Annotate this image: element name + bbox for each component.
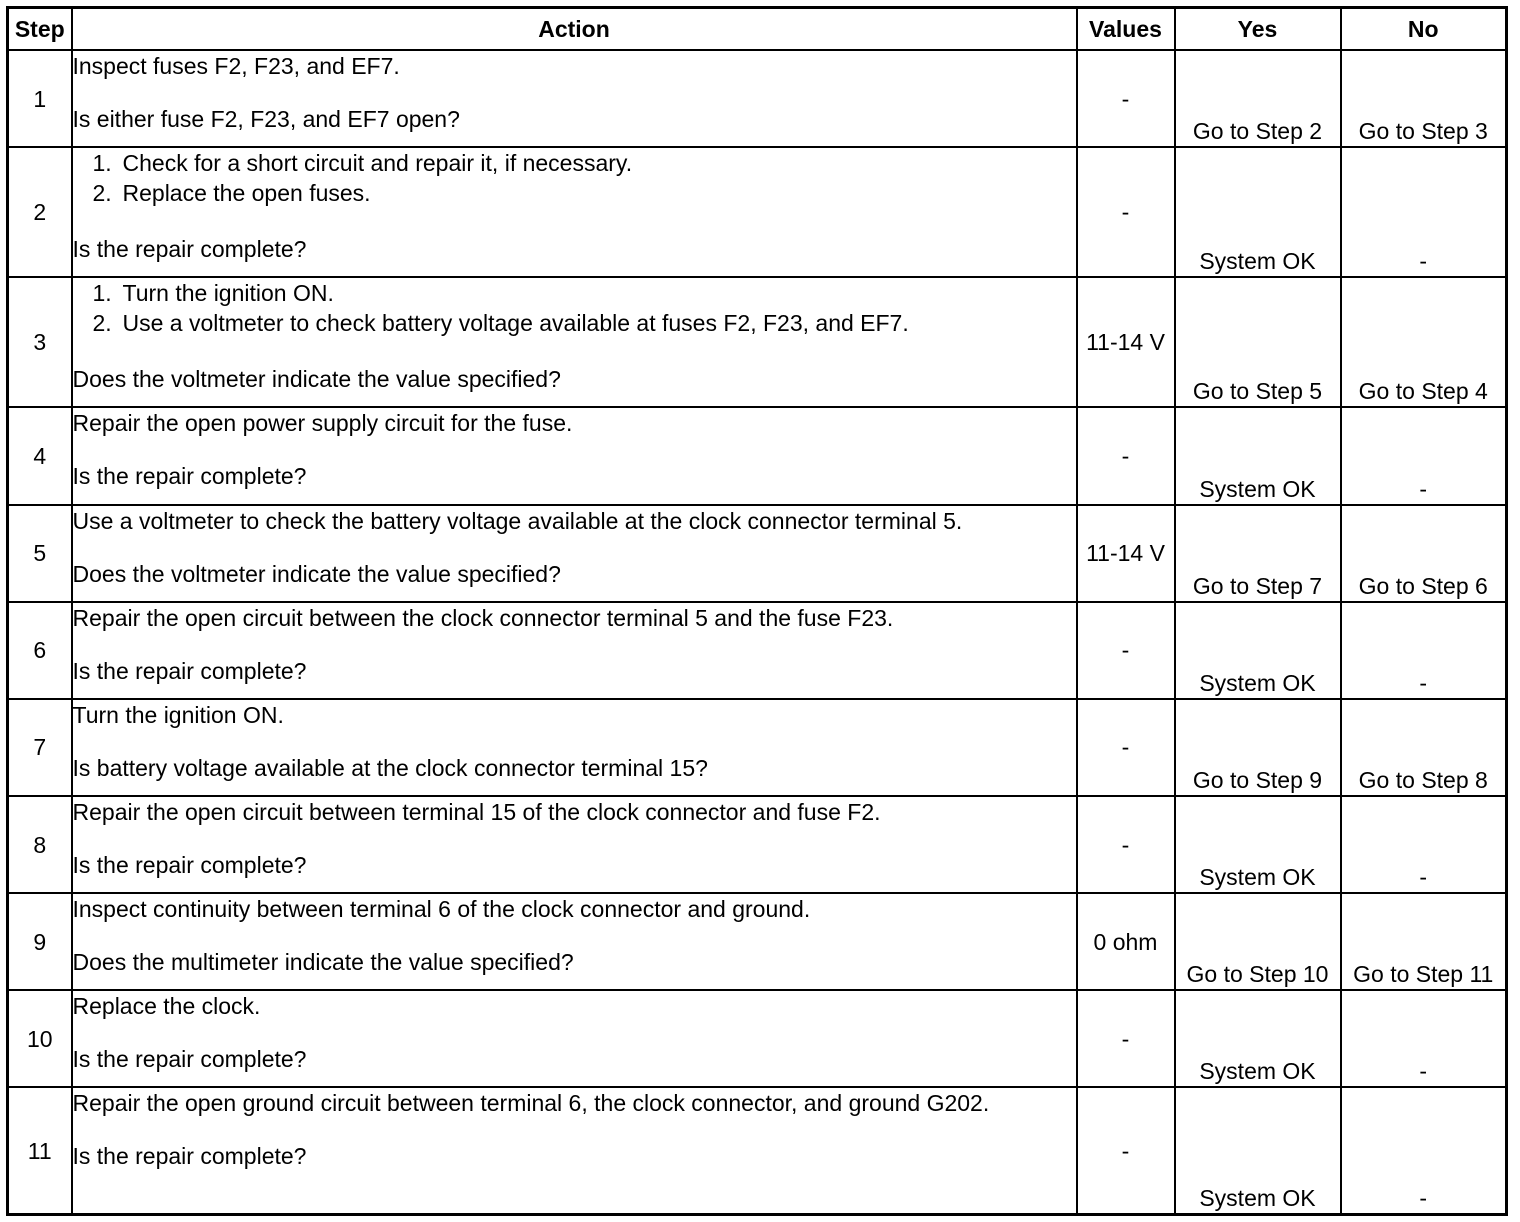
yes-cell: Go to Step 2 xyxy=(1175,50,1341,147)
action-question: Is the repair complete? xyxy=(72,1046,307,1073)
header-step: Step xyxy=(8,8,72,51)
values-cell: - xyxy=(1077,796,1175,893)
no-cell: Go to Step 8 xyxy=(1341,699,1507,796)
step-number: 6 xyxy=(8,602,72,699)
table-row xyxy=(8,796,1507,893)
action-question: Is the repair complete? xyxy=(72,463,307,490)
action-question: Does the multimeter indicate the value specified? xyxy=(72,949,574,976)
action-step xyxy=(93,278,1076,308)
action-question: Is the repair complete? xyxy=(72,236,307,263)
table-row xyxy=(8,50,1507,147)
action-text: Repair the open ground circuit between terminal 6, the clock connector, and ground G202. xyxy=(72,1090,990,1117)
action-question: Does the voltmeter indicate the value specified? xyxy=(72,560,561,587)
step-number: 9 xyxy=(8,893,72,990)
action-text: Use a voltmeter to check the battery voltage available at the clock connector terminal 5. xyxy=(72,507,963,534)
action-step-text: Check for a short circuit and repair it, if necessary. xyxy=(122,150,633,177)
step-number: 11 xyxy=(8,1087,72,1214)
action-cell xyxy=(72,147,1077,277)
values-cell: - xyxy=(1077,602,1175,699)
action-cell xyxy=(72,796,1077,893)
action-text: Repair the open circuit between terminal 15 of the clock connector and fuse F2. xyxy=(72,798,881,825)
step-number: 3 xyxy=(8,277,72,407)
no-cell: - xyxy=(1341,602,1507,699)
action-text: Repair the open power supply circuit for the fuse. xyxy=(72,410,573,437)
diagnostic-table xyxy=(6,6,1508,1216)
action-cell xyxy=(72,1087,1077,1214)
step-number: 4 xyxy=(8,407,72,504)
yes-cell: Go to Step 5 xyxy=(1175,277,1341,407)
no-cell: - xyxy=(1341,1087,1507,1214)
values-cell: - xyxy=(1077,407,1175,504)
action-step xyxy=(93,148,1076,178)
yes-cell: Go to Step 10 xyxy=(1175,893,1341,990)
values-cell: - xyxy=(1077,699,1175,796)
values-cell: - xyxy=(1077,50,1175,147)
action-step-text: Turn the ignition ON. xyxy=(122,280,334,307)
action-question: Is the repair complete? xyxy=(72,657,307,684)
no-cell: - xyxy=(1341,407,1507,504)
action-question: Is battery voltage available at the clock connector terminal 15? xyxy=(72,754,708,781)
action-cell xyxy=(72,50,1077,147)
table-row xyxy=(8,147,1507,277)
table-row xyxy=(8,699,1507,796)
action-question: Is either fuse F2, F23, and EF7 open? xyxy=(72,106,460,132)
action-text: Turn the ignition ON. xyxy=(72,701,284,728)
header-yes: Yes xyxy=(1175,8,1341,51)
action-text: Repair the open circuit between the clock connector terminal 5 and the fuse F23. xyxy=(72,604,894,631)
yes-cell: System OK xyxy=(1175,1087,1341,1214)
step-number: 10 xyxy=(8,990,72,1087)
action-steps-list xyxy=(73,278,1076,338)
table-row xyxy=(8,505,1507,602)
step-number: 8 xyxy=(8,796,72,893)
step-number: 2 xyxy=(8,147,72,277)
action-cell xyxy=(72,893,1077,990)
yes-cell: System OK xyxy=(1175,147,1341,277)
action-text: Inspect fuses F2, F23, and EF7. xyxy=(72,53,400,79)
action-text: Inspect continuity between terminal 6 of the clock connector and ground. xyxy=(72,896,811,923)
values-cell: - xyxy=(1077,147,1175,277)
no-cell: - xyxy=(1341,147,1507,277)
action-question: Is the repair complete? xyxy=(72,851,307,878)
action-question: Does the voltmeter indicate the value specified? xyxy=(72,366,561,393)
action-cell xyxy=(72,277,1077,407)
no-cell: Go to Step 6 xyxy=(1341,505,1507,602)
action-step-number: 2. xyxy=(92,310,112,337)
table-body xyxy=(8,50,1507,1215)
values-cell: - xyxy=(1077,990,1175,1087)
table-row xyxy=(8,893,1507,990)
action-question: Is the repair complete? xyxy=(72,1143,307,1170)
no-cell: - xyxy=(1341,990,1507,1087)
header-no: No xyxy=(1341,8,1507,51)
action-cell xyxy=(72,699,1077,796)
no-cell: Go to Step 3 xyxy=(1341,50,1507,147)
yes-cell: System OK xyxy=(1175,602,1341,699)
action-cell xyxy=(72,990,1077,1087)
action-step xyxy=(93,178,1076,208)
header-row xyxy=(8,8,1507,51)
header-action: Action xyxy=(72,8,1077,51)
values-cell: 11-14 V xyxy=(1077,505,1175,602)
action-cell xyxy=(72,602,1077,699)
yes-cell: Go to Step 9 xyxy=(1175,699,1341,796)
action-step-number: 2. xyxy=(92,180,112,207)
action-cell xyxy=(72,407,1077,504)
yes-cell: System OK xyxy=(1175,407,1341,504)
values-cell: 0 ohm xyxy=(1077,893,1175,990)
action-step-number: 1. xyxy=(92,280,112,307)
action-cell xyxy=(72,505,1077,602)
step-number: 5 xyxy=(8,505,72,602)
yes-cell: System OK xyxy=(1175,796,1341,893)
yes-cell: System OK xyxy=(1175,990,1341,1087)
action-text: Replace the clock. xyxy=(72,993,261,1020)
action-steps-list xyxy=(73,148,1076,208)
no-cell: Go to Step 11 xyxy=(1341,893,1507,990)
action-step-number: 1. xyxy=(92,150,112,177)
action-step-text: Replace the open fuses. xyxy=(122,180,371,207)
step-number: 1 xyxy=(8,50,72,147)
no-cell: Go to Step 4 xyxy=(1341,277,1507,407)
header-values: Values xyxy=(1077,8,1175,51)
step-number: 7 xyxy=(8,699,72,796)
table-row xyxy=(8,407,1507,504)
yes-cell: Go to Step 7 xyxy=(1175,505,1341,602)
values-cell: 11-14 V xyxy=(1077,277,1175,407)
table-row xyxy=(8,1087,1507,1214)
table-row xyxy=(8,277,1507,407)
action-step xyxy=(93,308,1076,338)
no-cell: - xyxy=(1341,796,1507,893)
action-step-text: Use a voltmeter to check battery voltage available at fuses F2, F23, and EF7. xyxy=(122,310,909,337)
table-row xyxy=(8,990,1507,1087)
table-row xyxy=(8,602,1507,699)
values-cell: - xyxy=(1077,1087,1175,1214)
